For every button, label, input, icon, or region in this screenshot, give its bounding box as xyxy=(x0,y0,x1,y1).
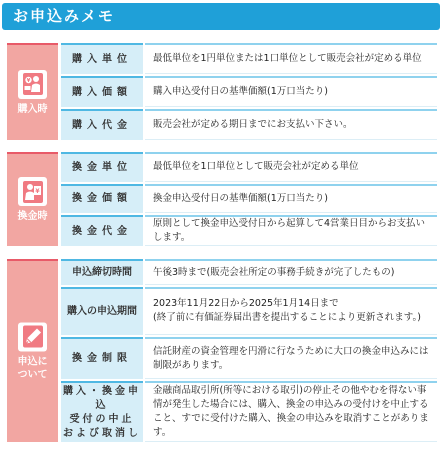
row-label: 換金価額 xyxy=(61,184,143,214)
row-label: 購入単位 xyxy=(61,43,143,74)
row-value: 販売会社が定める期日までにお支払い下さい。 xyxy=(145,109,437,140)
row-label: 購入代金 xyxy=(61,109,143,140)
pen-icon xyxy=(18,322,47,351)
row-label: 購入価額 xyxy=(61,76,143,107)
row-label: 申込締切時間 xyxy=(61,259,143,285)
section-side-redemption xyxy=(7,152,58,246)
table-row xyxy=(61,259,437,285)
purchase-person-icon xyxy=(18,70,47,99)
svg-text:¥: ¥ xyxy=(26,78,30,84)
row-value: 午後3時まで(販売会社所定の事務手続きが完了したもの) xyxy=(145,259,437,285)
row-value: 換金申込受付日の基準価額(1万口当たり) xyxy=(145,184,437,214)
row-value: 最低単位を1口単位として販売会社が定める単位 xyxy=(145,152,437,182)
section-purchase xyxy=(7,43,437,140)
row-value: 2023年11月22日から2025年1月14日まで (終了前に有価証券届出書を提出することにより更新されます。) xyxy=(145,287,437,335)
section-side-purchase xyxy=(7,43,58,140)
row-label: 換金単位 xyxy=(61,152,143,182)
section-label: 申込に ついて xyxy=(17,356,48,380)
section-application xyxy=(7,259,437,442)
page-title: お申込みメモ xyxy=(13,7,116,25)
row-value: 最低単位を1円単位または1口単位として販売会社が定める単位 xyxy=(145,43,437,74)
row-label: 購入の申込期間 xyxy=(61,287,143,335)
svg-text:¥: ¥ xyxy=(34,187,40,195)
redemption-person-icon xyxy=(18,177,47,206)
row-value: 原則として換金申込受付日から起算して4営業日目からお支払いします。 xyxy=(145,215,437,246)
row-label: 換金代金 xyxy=(61,215,143,246)
table-row xyxy=(61,109,437,140)
table-row xyxy=(61,184,437,214)
table-row xyxy=(61,152,437,182)
table-row xyxy=(61,337,437,380)
section-label: 換金時 xyxy=(17,211,48,222)
row-value: 購入申込受付日の基準価額(1万口当たり) xyxy=(145,76,437,107)
memo-header xyxy=(2,3,440,30)
row-label: 換金制限 xyxy=(61,337,143,380)
row-value: 金融商品取引所(所等における取引)の停止その他やむを得ない事情が発生した場合には、購入、換金の申込みの受付けを中止すること、すでに受付けた購入、換金の申込みを取消すことがあります。 xyxy=(145,381,437,442)
section-side-application xyxy=(7,259,58,442)
section-redemption xyxy=(7,152,437,246)
table-row xyxy=(61,76,437,107)
table-row xyxy=(61,381,437,442)
section-label: 購入時 xyxy=(17,103,48,115)
table-row xyxy=(61,43,437,74)
row-value: 信託財産の資金管理を円滑に行なうために大口の換金申込みには制限があります。 xyxy=(145,337,437,380)
table-row xyxy=(61,287,437,335)
row-label: 購入・換金申込 受付の中止 および取消し xyxy=(61,381,143,442)
table-row xyxy=(61,215,437,246)
